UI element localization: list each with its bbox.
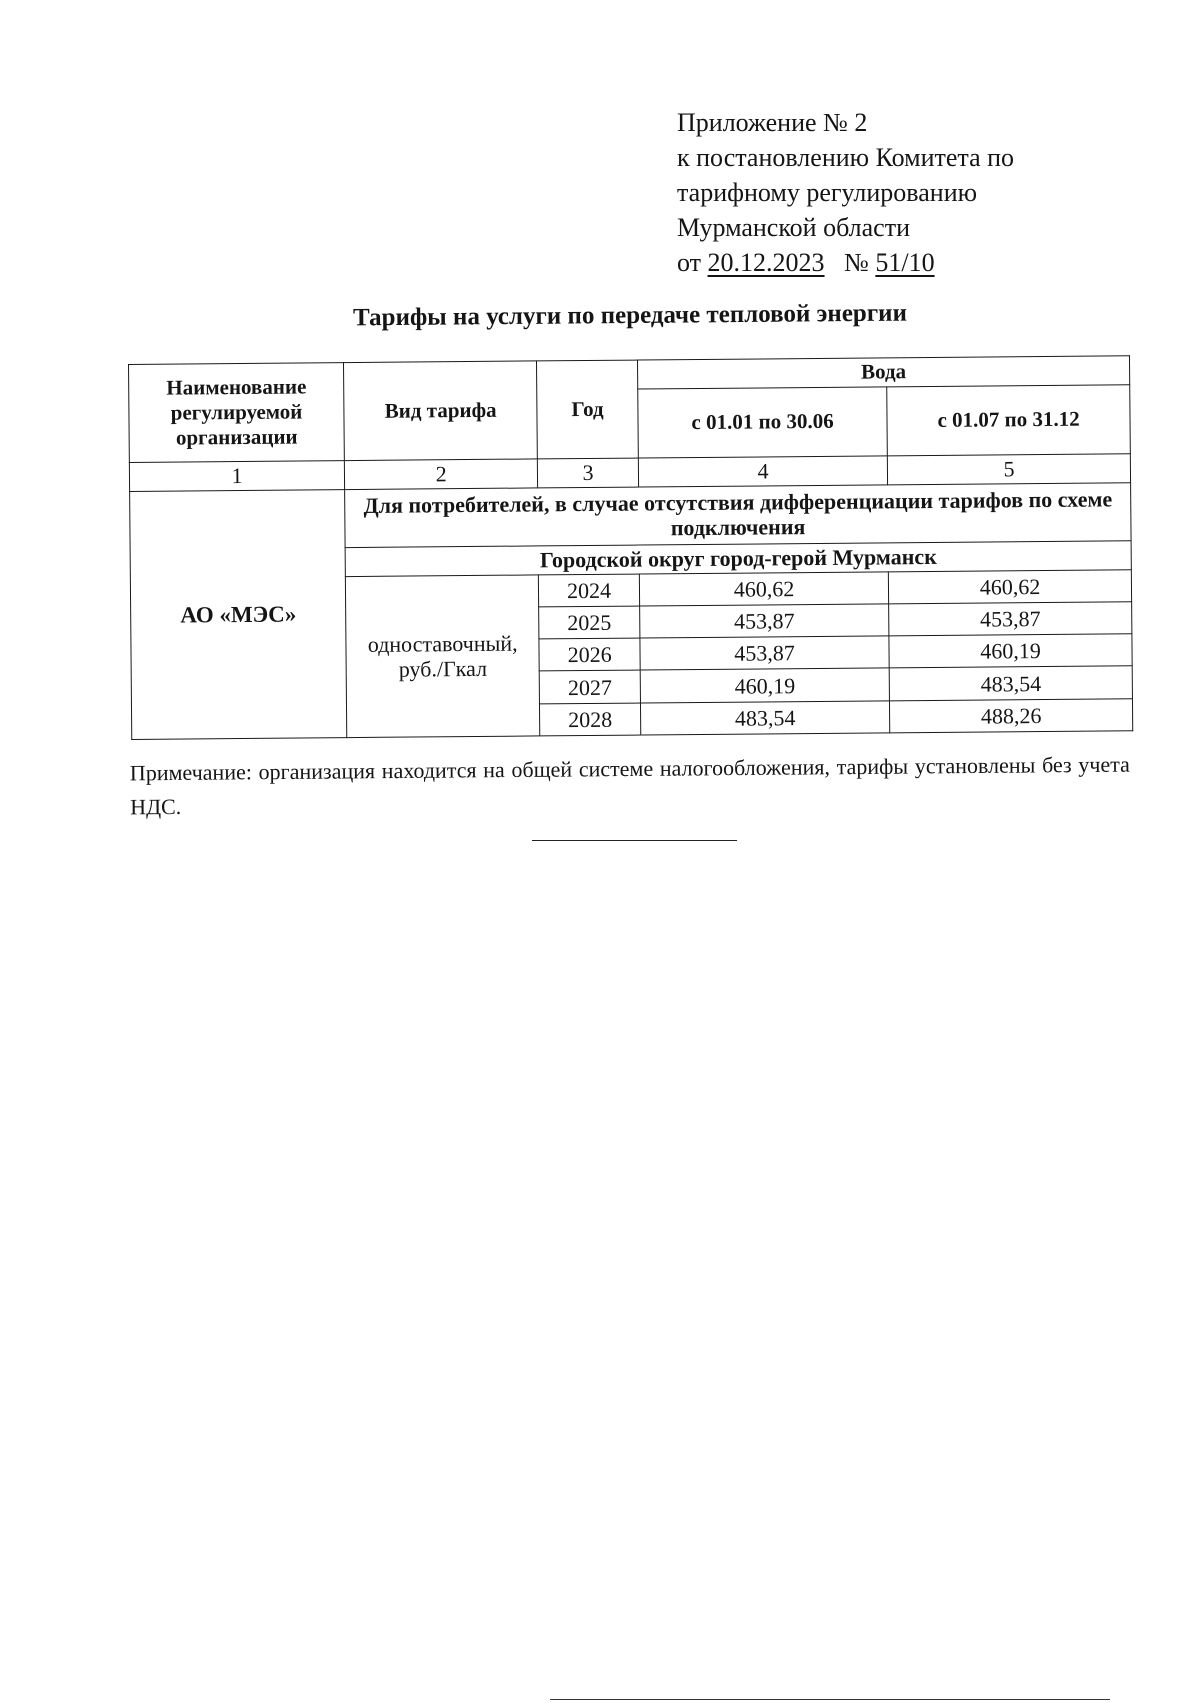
- tariff-table: [128, 355, 1133, 740]
- header-organization: Наименование регулируемой организации: [129, 363, 345, 463]
- consumer-section: Для потребителей, в случае отсутствия дифференциации тарифов по схеме подключения: [345, 483, 1131, 548]
- tariff-value-period-1: 460,62: [639, 571, 888, 605]
- header-water: Вода: [637, 356, 1129, 389]
- column-number-4: 4: [638, 456, 887, 487]
- tariff-value-period-2: 460,62: [888, 569, 1131, 603]
- appendix-header: [677, 105, 1097, 280]
- tariff-value-period-1: 483,54: [640, 701, 889, 736]
- column-number-3: 3: [538, 458, 639, 488]
- tariff-value-period-1: 453,87: [640, 604, 889, 638]
- header-tariff-type: Вид тарифа: [344, 361, 538, 461]
- tariff-type-value: одноставочный, руб./Гкал: [346, 575, 540, 738]
- year-cell: 2026: [539, 638, 640, 671]
- header-year: Год: [537, 360, 639, 459]
- column-number-5: 5: [887, 454, 1130, 485]
- organization-name: АО «МЭС»: [130, 489, 347, 739]
- resolution-date: 20.12.2023: [707, 248, 825, 277]
- tariff-value-period-2: 453,87: [889, 602, 1132, 636]
- appendix-number: Приложение № 2: [677, 108, 868, 137]
- year-cell: 2028: [540, 703, 641, 736]
- tariff-value-period-2: 488,26: [890, 698, 1133, 732]
- number-prefix: №: [844, 248, 869, 277]
- tariff-value-period-2: 460,19: [889, 634, 1132, 668]
- footnote: Примечание: организация находится на общей системе налогообложения, тарифы установлены без учета НДС.: [129, 751, 1130, 820]
- appendix-date-line: [677, 245, 1097, 280]
- header-period-2: с 01.07 по 31.12: [887, 385, 1130, 456]
- page-bottom-rule: [550, 1699, 1110, 1700]
- year-cell: 2025: [539, 606, 640, 639]
- resolution-number: 51/10: [875, 248, 935, 277]
- column-number-1: 1: [129, 461, 344, 492]
- year-cell: 2024: [539, 574, 640, 607]
- tariff-value-period-1: 453,87: [640, 636, 889, 670]
- column-number-2: 2: [345, 459, 538, 490]
- end-rule: [532, 840, 737, 841]
- appendix-line-2: к постановлению Комитета по: [677, 143, 1015, 172]
- year-cell: 2027: [539, 670, 640, 703]
- district-name: Городской округ город-герой Мурманск: [345, 540, 1131, 576]
- tariff-value-period-2: 483,54: [889, 666, 1132, 700]
- tariff-value-period-1: 460,19: [640, 668, 889, 702]
- document-title: Тарифы на услуги по передаче тепловой энергии: [352, 299, 908, 332]
- header-period-1: с 01.01 по 30.06: [638, 387, 888, 458]
- appendix-line-4: Мурманской области: [677, 213, 910, 242]
- tariff-table-wrapper: [128, 355, 1133, 740]
- date-prefix: от: [677, 248, 702, 277]
- appendix-line-3: тарифному регулированию: [677, 178, 978, 207]
